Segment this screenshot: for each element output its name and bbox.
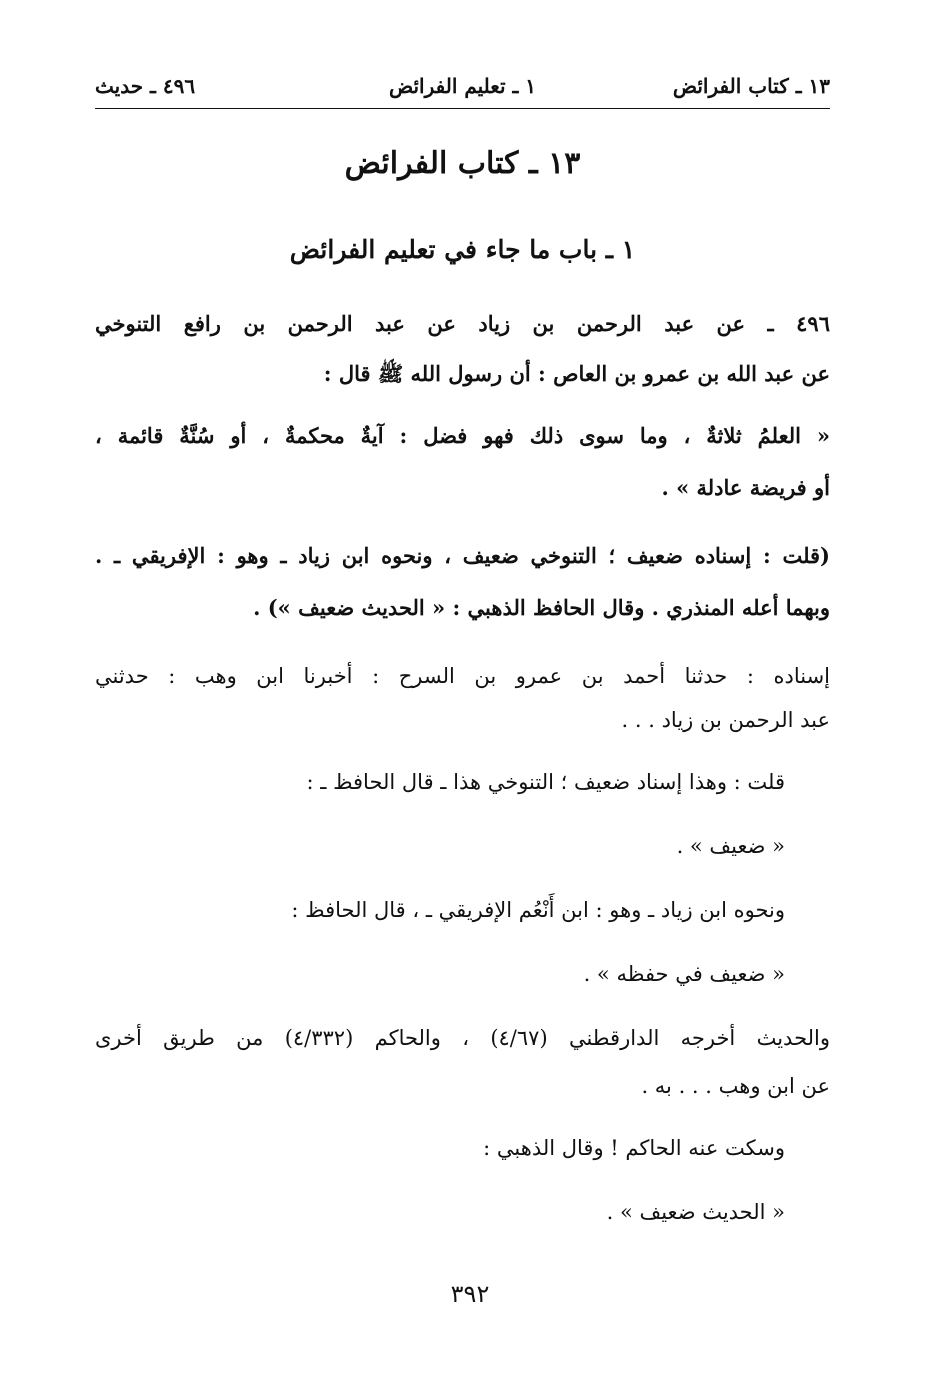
isnad-line-1: إسناده : حدثنا أحمد بن عمرو بن السرح : أخبرنا ابن وهب : حدثني	[95, 664, 830, 688]
note-line-3: ونحوه ابن زياد ـ وهو : ابن أَنْعُم الإفريقي ـ ، قال الحافظ :	[291, 898, 785, 922]
hadith-chain-line-2: عن عبد الله بن عمرو بن العاص : أن رسول الله ﷺ قال :	[323, 361, 830, 386]
verdict-line-1: (قلت : إسناده ضعيف ؛ التنوخي ضعيف ، ونحوه ابن زياد ـ وهو : الإفريقي ـ .	[95, 543, 830, 568]
section-title: ١ ـ باب ما جاء في تعليم الفرائض	[289, 235, 636, 264]
takhrij-line-4: « الحديث ضعيف » .	[606, 1200, 785, 1224]
page-number: ٣٩٢	[450, 1280, 490, 1308]
header-hadith-number: ٤٩٦ ـ حديث	[95, 74, 196, 98]
verdict-line-2: وبهما أعله المنذري . وقال الحافظ الذهبي : « الحديث ضعيف ») .	[253, 595, 830, 620]
note-line-1: قلت : وهذا إسناد ضعيف ؛ التنوخي هذا ـ قال الحافظ ـ :	[306, 770, 785, 794]
note-line-2: « ضعيف » .	[676, 834, 785, 858]
hadith-chain-line-1: ٤٩٦ ـ عن عبد الرحمن بن زياد عن عبد الرحمن بن رافع التنوخي	[95, 311, 830, 336]
header-rule	[95, 108, 830, 109]
isnad-line-2: عبد الرحمن بن زياد . . .	[621, 708, 830, 732]
hadith-matn-line-1: « العلمُ ثلاثةٌ ، وما سوى ذلك فهو فضل : آيةٌ محكمةٌ ، أو سُنَّةٌ قائمة ،	[95, 423, 830, 448]
chapter-title: ١٣ ـ كتاب الفرائض	[344, 146, 581, 181]
takhrij-line-2: عن ابن وهب . . . به .	[641, 1074, 830, 1098]
header-section: ١ ـ تعليم الفرائض	[388, 74, 537, 98]
hadith-matn-line-2: أو فريضة عادلة » .	[661, 475, 830, 500]
header-chapter: ١٣ ـ كتاب الفرائض	[672, 74, 830, 98]
takhrij-line-1: والحديث أخرجه الدارقطني (٤/٦٧) ، والحاكم (٤/٣٣٢) من طريق أخرى	[95, 1026, 831, 1050]
note-line-4: « ضعيف في حفظه » .	[583, 962, 785, 986]
takhrij-line-3: وسكت عنه الحاكم ! وقال الذهبي :	[483, 1136, 785, 1160]
running-header	[95, 74, 830, 106]
